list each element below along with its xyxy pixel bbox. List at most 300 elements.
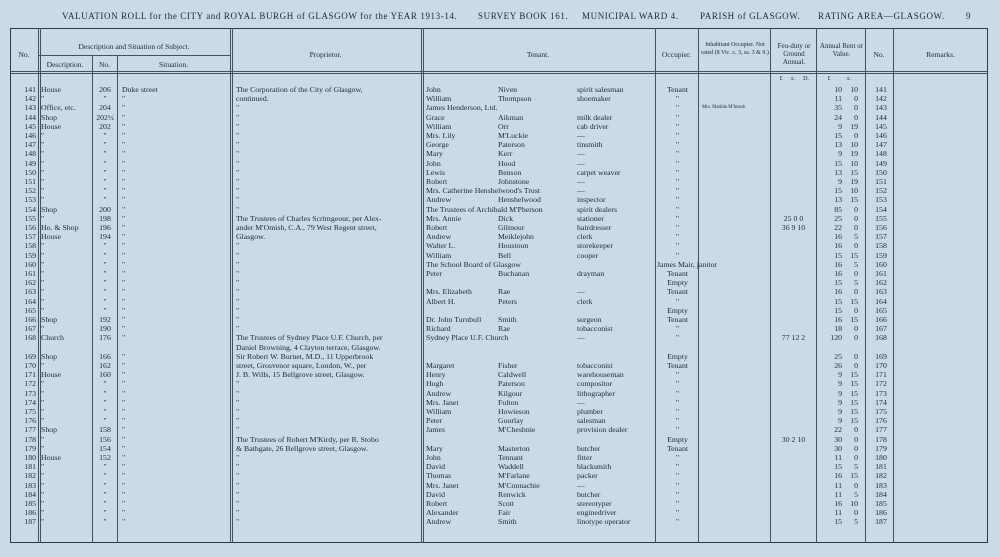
table-row [10,453,988,463]
entry-tenant-occupation: spirit salesman [577,85,624,94]
entry-number: 156 [24,223,36,232]
entry-tenant-surname: M'Luckie [498,131,528,140]
entry-proprietor: " [236,269,240,278]
entry-situation: " [122,149,126,159]
entry-description: " [41,305,45,315]
entry-tenant-surname: Rae [498,287,511,297]
entry-number-right: 147 [875,140,887,150]
table-row [10,159,988,169]
entry-street-number: " [103,131,107,140]
entry-number: 150 [24,167,36,177]
entry-street-number: " [103,241,107,251]
entry-number-right: 177 [875,425,887,435]
entry-annual-shillings: 15 [850,296,858,306]
entry-annual-shillings: 15 [850,370,858,380]
entry-street-number: " [103,250,107,260]
table-row [10,444,988,454]
entry-street-number: " [103,94,107,104]
entry-annual-pounds: 15 [834,158,842,168]
entry-tenant-name: Mrs. Elizabeth [426,287,472,297]
entry-tenant-occupation: compositor [577,379,613,389]
entry-description: " [41,140,45,150]
entry-street-number: " [103,269,107,278]
entry-annual-shillings: 15 [850,407,858,416]
entry-annual-pounds: 26 [834,361,842,370]
entry-number: 180 [24,453,36,462]
entry-tenant-surname: Rae [498,324,511,334]
entry-description: " [41,177,45,186]
entry-annual-pounds: 22 [834,223,842,232]
entry-tenant-surname: Kerr [498,149,513,159]
entry-description: " [41,361,45,370]
entry-street-number: " [103,158,107,168]
entry-description: " [41,269,45,278]
entry-proprietor: " [236,177,240,186]
table-row [10,435,988,445]
entry-annual-pounds: 16 [834,259,842,269]
entry-annual-shillings: 15 [850,250,858,260]
entry-annual-shillings: 0 [854,508,858,518]
entry-street-number: 158 [99,425,111,435]
entry-number: 177 [24,425,36,435]
entry-feu-duty: 77 12 2 [781,333,806,343]
entry-tenant-occupation: surgeon [577,315,602,324]
entry-street-number: 204 [99,103,111,113]
entry-tenant-name: John [426,85,441,94]
entry-number: 162 [24,278,36,288]
entry-street-number: 162 [99,361,111,370]
entry-annual-pounds: 25 [834,351,842,361]
entry-number: 152 [24,186,36,196]
entry-number-right: 167 [875,324,887,334]
entry-feu-duty: 30 2 10 [781,434,806,444]
entry-situation: " [122,158,126,168]
entry-annual-pounds: 13 [834,140,842,150]
entry-description: " [41,287,45,297]
entry-annual-pounds: 15 [834,305,842,315]
entry-occupier: " [675,379,680,389]
entry-number: 155 [24,213,36,223]
entry-tenant-name: William [426,94,452,104]
entry-number-right: 172 [875,379,887,389]
entry-occupier: " [675,416,680,426]
entry-number: 172 [24,379,36,389]
entry-tenant-name: Peter [426,416,443,426]
entry-situation: " [122,324,126,334]
entry-tenant-name: Mrs. Janet [426,480,459,490]
entry-annual-shillings: 15 [850,471,858,481]
entry-occupier: " [675,480,680,490]
entry-annual-shillings: 5 [854,278,858,288]
entry-situation: " [122,434,126,444]
entry-street-number: 196 [99,223,111,232]
entry-situation: " [122,517,126,527]
entry-number: 167 [24,324,36,334]
entry-occupier: " [675,94,680,104]
entry-tenant-occupation: cooper [577,250,599,260]
entry-annual-shillings: 0 [854,112,858,122]
entry-street-number: " [103,278,107,288]
entry-proprietor: " [236,471,240,481]
entry-number-right: 141 [875,85,887,94]
entry-tenant-occupation: warehouseman [577,370,624,380]
entry-annual-shillings: 19 [850,121,858,131]
table-row [10,232,988,242]
entry-occupier: Tenant [666,361,689,370]
entry-annual-shillings: 0 [854,204,858,214]
entry-street-number: " [103,186,107,196]
entry-description: " [41,167,45,177]
entry-annual-shillings: 19 [850,177,858,186]
entry-annual-pounds: 9 [838,121,842,131]
rating-area: RATING AREA—GLASGOW. [818,11,945,21]
entry-situation: " [122,471,126,481]
entry-occupier: " [675,195,680,205]
entry-tenant-surname: Thompson [498,94,532,104]
entry-situation: " [122,296,126,306]
entry-number: 178 [24,434,36,444]
entry-tenant-surname: Kilgour [498,388,523,398]
entry-number: 163 [24,287,36,297]
entry-tenant-name: The School Board of Glasgow [426,259,521,269]
entry-occupier: " [675,397,680,407]
entry-tenant-surname: Houstoun [498,241,529,251]
entry-description: " [41,517,45,527]
table-row [10,471,988,481]
entry-description: " [41,259,45,269]
entry-tenant-name: Thomas [426,471,452,481]
entry-tenant-occupation: cab driver [577,121,609,131]
entry-number: 158 [24,241,36,251]
entry-tenant-surname: Meiklejohn [498,232,534,242]
entry-street-number: " [103,489,107,499]
entry-situation: " [122,489,126,499]
entry-annual-shillings: 0 [854,305,858,315]
entry-tenant-occupation: fitter [577,453,593,462]
entry-number-right: 182 [875,471,887,481]
entry-number: 181 [24,462,36,472]
entry-occupier: " [675,489,680,499]
entry-description: " [41,278,45,288]
entry-annual-shillings: 0 [854,241,858,251]
entry-street-number: " [103,462,107,472]
entry-tenant-surname: Waddell [498,462,524,472]
entry-tenant-surname: Aikman [498,112,524,122]
entry-tenant-surname: Dick [498,213,514,223]
entry-situation: " [122,112,126,122]
entry-proprietor: " [236,259,240,269]
entry-tenant-occupation: linotype operator [577,517,631,527]
entry-occupier: " [675,167,680,177]
annual-shillings-label: s. [847,76,851,82]
entry-annual-pounds: 22 [834,425,842,435]
entry-tenant-occupation: stationer [577,213,604,223]
entry-tenant-occupation: — [577,333,585,343]
entry-annual-pounds: 30 [834,434,842,444]
table-row [10,508,988,518]
entry-number-right: 161 [875,269,887,278]
entry-number-right: 180 [875,453,887,462]
entry-tenant-name: Mary [426,149,443,159]
entry-annual-pounds: 11 [834,453,842,462]
entry-street-number: 206 [99,85,111,94]
entry-number-right: 156 [875,223,887,232]
entry-number: 174 [24,397,36,407]
entry-annual-pounds: 85 [834,204,842,214]
entry-occupier: " [675,388,680,398]
entry-occupier: " [675,223,680,232]
entry-number: 164 [24,296,36,306]
entry-occupier: " [675,213,680,223]
entry-number: 184 [24,489,36,499]
entry-proprietor: " [236,388,240,398]
entry-annual-shillings: 0 [854,324,858,334]
entry-tenant-name: Mrs. Janet [426,397,459,407]
table-row [10,149,988,159]
entry-number: 159 [24,250,36,260]
table-row [10,186,988,196]
col-header-situation: Situation. [159,60,188,69]
entry-number-right: 154 [875,204,887,214]
entry-tenant-name: James [426,425,446,435]
entry-proprietor: " [236,517,240,527]
entry-situation: " [122,425,126,435]
entry-tenant-occupation: — [577,177,585,186]
entry-occupier: " [675,407,680,416]
entry-tenant-occupation: — [577,131,585,140]
entry-proprietor: " [236,416,240,426]
entry-tenant-surname: Smith [498,315,517,324]
entry-annual-shillings: 0 [854,287,858,297]
entry-tenant-occupation: spirit dealers [577,204,618,214]
entry-annual-pounds: 11 [834,480,842,490]
entry-number-right: 183 [875,480,887,490]
entry-tenant-name: Mary [426,443,443,453]
entry-description: " [41,443,45,453]
entry-street-number: " [103,407,107,416]
entry-tenant-name: William [426,407,452,416]
table-row [10,425,988,435]
entry-number-right: 185 [875,499,887,508]
entry-annual-shillings: 15 [850,379,858,389]
entry-tenant-surname: M'Farlane [498,471,530,481]
entry-annual-pounds: 25 [834,213,842,223]
entry-description: Ho. & Shop [41,223,79,232]
entry-tenant-name: Hugh [426,379,444,389]
entry-number: 144 [24,112,36,122]
entry-tenant-name: Dr. John Turnbull [426,315,482,324]
entry-annual-pounds: 9 [838,397,842,407]
entry-annual-shillings: 5 [854,489,858,499]
entry-tenant-name: Robert [426,223,448,232]
entry-number-right: 152 [875,186,887,196]
entry-occupier: " [675,121,680,131]
entry-situation: " [122,250,126,260]
entry-occupier: " [675,186,680,196]
entry-occupier: Tenant [666,443,689,453]
entry-street-number: " [103,287,107,297]
entry-annual-pounds: 9 [838,177,842,186]
entry-number-right: 171 [875,370,887,380]
table-row [10,297,988,307]
entry-number: 182 [24,471,36,481]
entry-occupier: Empty [667,278,688,288]
entry-number-right: 142 [875,94,887,104]
entry-tenant-surname: M'Cheshnie [498,425,536,435]
entry-number: 187 [24,517,36,527]
entry-description: Shop [41,112,58,122]
entry-proprietor: " [236,140,240,150]
entry-tenant-surname: Fair [498,508,511,518]
entry-tenant-occupation: tobacconist [577,324,613,334]
entry-number-right: 187 [875,517,887,527]
entry-situation: " [122,269,126,278]
entry-tenant-occupation: lithographer [577,388,616,398]
entry-street-number: " [103,471,107,481]
col-header-occupier: Occupier. [662,50,691,59]
table-row [10,370,988,380]
entry-street-number: " [103,296,107,306]
entry-tenant-occupation: storekeeper [577,241,613,251]
table-row [10,361,988,371]
entry-number: 160 [24,259,36,269]
entry-tenant-occupation: salesman [577,416,606,426]
entry-street-number: " [103,517,107,527]
entry-tenant-name: Mrs. Annie [426,213,462,223]
entry-description: " [41,186,45,196]
entry-situation: " [122,103,126,113]
entry-situation: " [122,195,126,205]
table-row [10,205,988,215]
table-row [10,407,988,417]
entry-description: House [41,453,61,462]
entry-number-right: 162 [875,278,887,288]
entry-description: Church [41,333,64,343]
entry-annual-shillings: 15 [850,315,858,324]
entry-street-number: " [103,259,107,269]
entry-number: 175 [24,407,36,416]
entry-proprietor: " [236,296,240,306]
entry-tenant-name: Albert H. [426,296,456,306]
entry-street-number: 198 [99,213,111,223]
entry-tenant-occupation: provision dealer [577,425,628,435]
table-row [10,103,988,113]
entry-annual-pounds: 35 [834,103,842,113]
entry-annual-pounds: 15 [834,462,842,472]
table-row [10,177,988,187]
entry-number-right: 155 [875,213,887,223]
entry-description: " [41,94,45,104]
entry-tenant-name: Andrew [426,388,452,398]
table-row [10,398,988,408]
entry-street-number: " [103,167,107,177]
table-row [10,85,988,95]
entry-tenant-surname: Renwick [498,489,526,499]
entry-number: 148 [24,149,36,159]
entry-occupier: " [675,517,680,527]
entry-proprietor: " [236,149,240,159]
entry-annual-shillings: 0 [854,361,858,370]
entry-tenant-name: John [426,453,441,462]
entry-number: 186 [24,508,36,518]
entry-annual-pounds: 10 [834,85,842,94]
entry-street-number: 192 [99,315,111,324]
table-row [10,122,988,132]
entry-number: 165 [24,305,36,315]
entry-annual-shillings: 0 [854,425,858,435]
entry-description: " [41,296,45,306]
table-row [10,131,988,141]
entry-proprietor: " [236,407,240,416]
annual-pounds-label: £ [827,76,831,82]
entry-situation: Duke street [122,85,158,94]
table-row [10,214,988,224]
entry-tenant-name: George [426,140,449,150]
entry-street-number: 190 [99,324,111,334]
entry-street-number: 166 [99,351,111,361]
parish: PARISH of GLASGOW. [700,11,801,21]
entry-proprietor: " [236,480,240,490]
entry-annual-pounds: 9 [838,149,842,159]
col-header-inhabitant: Inhabitant Occupier. Not rated (8 Vic. c. 3, ss. 3 & 9.) [701,42,769,56]
table-row [10,352,988,362]
entry-occupier: Tenant [666,269,689,278]
entry-street-number: " [103,195,107,205]
entry-number: 161 [24,269,36,278]
entry-annual-shillings: 15 [850,397,858,407]
col-header-proprietor: Proprietor. [309,50,342,59]
entry-number-right: 168 [875,333,887,343]
entry-tenant-occupation: milk dealer [577,112,613,122]
entry-situation: " [122,361,126,370]
entry-proprietor: " [236,167,240,177]
entry-number-right: 160 [875,259,887,269]
entry-feu-duty: 36 9 10 [781,223,806,232]
entry-street-number: " [103,480,107,490]
entry-number-right: 176 [875,416,887,426]
entry-number-right: 170 [875,361,887,370]
entry-proprietor: " [236,158,240,168]
entry-occupier: " [675,453,680,462]
entry-situation: " [122,370,126,380]
entry-description: " [41,149,45,159]
entry-situation: " [122,480,126,490]
entry-number-right: 184 [875,489,887,499]
entry-proprietor: J. B. Wills, 15 Bellgrove street, Glasgow. [236,370,365,380]
entry-tenant-surname: Smith [498,517,517,527]
table-row [10,223,988,233]
entry-number-right: 173 [875,388,887,398]
entry-tenant-occupation: clerk [577,232,593,242]
entry-occupier: Tenant [666,85,689,94]
entry-tenant-occupation: — [577,186,585,196]
entry-proprietor: " [236,112,240,122]
table-row [10,333,988,343]
entry-description: House [41,121,61,131]
entry-annual-shillings: 15 [850,388,858,398]
entry-occupier: " [675,250,680,260]
entry-number-right: 164 [875,296,887,306]
entry-situation: " [122,287,126,297]
table-row [10,499,988,509]
entry-situation: " [122,508,126,518]
entry-street-number: 152 [99,453,111,462]
entry-proprietor: " [236,278,240,288]
entry-annual-shillings: 5 [854,232,858,242]
entry-number-right: 157 [875,232,887,242]
entry-proprietor: Daniel Browning, 4 Clayton terrace, Glasgow. [236,342,381,352]
entry-tenant-name: Sydney Place U.F. Church [426,333,509,343]
